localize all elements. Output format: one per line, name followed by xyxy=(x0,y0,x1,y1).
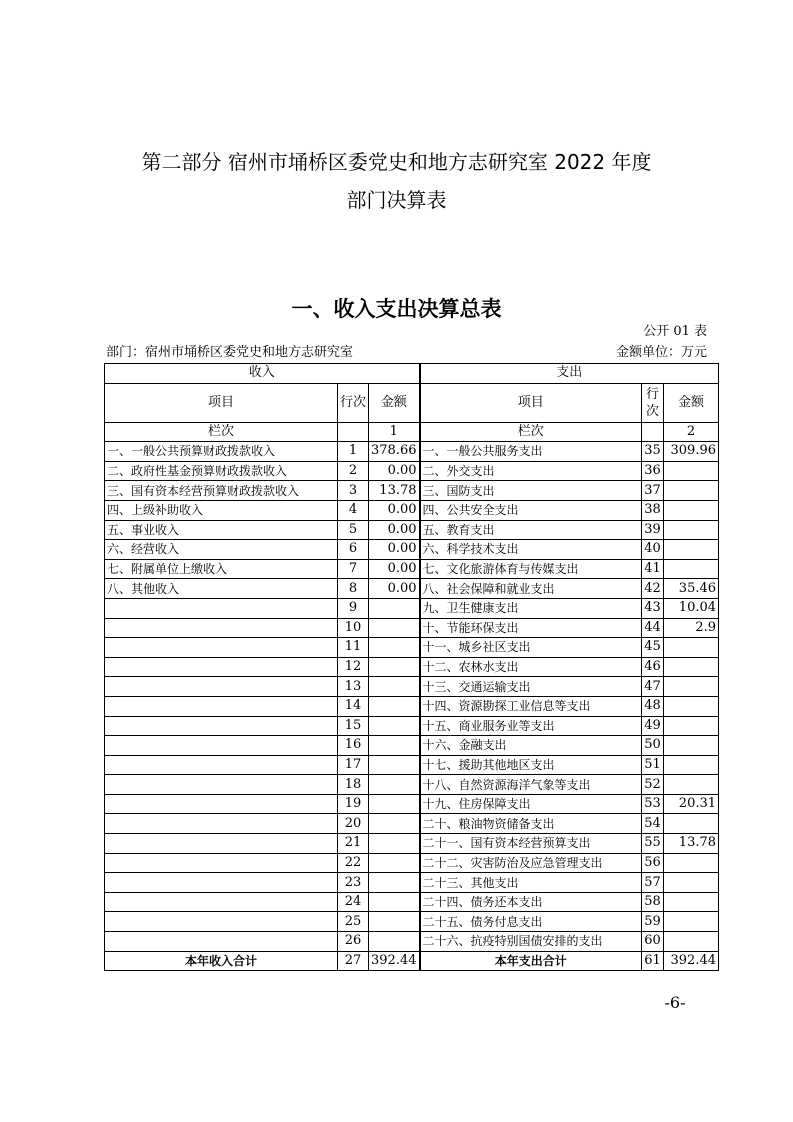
income-line-cell: 4 xyxy=(338,500,369,520)
table-row xyxy=(105,540,719,560)
expense-amount-cell xyxy=(664,461,719,481)
expense-item-cell: 二十、粮油物资储备支出 xyxy=(420,814,642,834)
income-item-header: 项目 xyxy=(105,383,338,422)
document-subtitle: 部门决算表 xyxy=(346,188,447,212)
expense-total-line: 61 xyxy=(642,951,664,971)
expense-item-cell: 五、教育支出 xyxy=(420,520,642,540)
income-amount-cell xyxy=(369,932,420,952)
income-header: 收入 xyxy=(105,364,420,384)
expense-item-cell: 八、社会保障和就业支出 xyxy=(420,579,642,599)
table-row xyxy=(105,932,719,952)
table-body xyxy=(105,442,719,951)
income-item-cell xyxy=(105,814,338,834)
department-label: 部门：宿州市埇桥区委党史和地方志研究室 xyxy=(106,345,354,360)
expense-line-cell: 58 xyxy=(642,892,664,912)
expense-lanci-number: 2 xyxy=(664,422,719,442)
income-line-cell: 13 xyxy=(338,677,369,697)
income-item-cell xyxy=(105,598,338,618)
expense-item-cell: 二、外交支出 xyxy=(420,461,642,481)
income-lanci-number: 1 xyxy=(369,422,420,442)
table-row xyxy=(105,677,719,697)
expense-item-cell: 七、文化旅游体育与传媒支出 xyxy=(420,559,642,579)
table-row xyxy=(105,853,719,873)
income-line-cell: 11 xyxy=(338,638,369,658)
income-line-cell: 8 xyxy=(338,579,369,599)
expense-item-cell: 二十三、其他支出 xyxy=(420,873,642,893)
expense-amount-cell xyxy=(664,638,719,658)
table-row xyxy=(105,794,719,814)
income-amount-header: 金额 xyxy=(369,383,420,422)
expense-amount-cell: 35.46 xyxy=(664,579,719,599)
income-item-cell xyxy=(105,755,338,775)
income-item-cell xyxy=(105,618,338,638)
table-row xyxy=(105,696,719,716)
income-item-cell xyxy=(105,775,338,795)
expense-item-cell: 十一、城乡社区支出 xyxy=(420,638,642,658)
table-row xyxy=(105,834,719,854)
income-item-cell: 八、其他收入 xyxy=(105,579,338,599)
expense-line-cell: 50 xyxy=(642,736,664,756)
income-amount-cell: 13.78 xyxy=(369,481,420,501)
income-line-cell: 12 xyxy=(338,657,369,677)
income-item-cell: 四、上级补助收入 xyxy=(105,500,338,520)
income-item-cell: 三、国有资本经营预算财政拨款收入 xyxy=(105,481,338,501)
expense-amount-cell xyxy=(664,775,719,795)
expense-line-cell: 40 xyxy=(642,540,664,560)
table-row xyxy=(105,755,719,775)
expense-amount-cell xyxy=(664,540,719,560)
expense-amount-cell xyxy=(664,873,719,893)
expense-line-header: 行次 xyxy=(642,383,664,422)
expense-amount-cell: 20.31 xyxy=(664,794,719,814)
expense-line-cell: 44 xyxy=(642,618,664,638)
income-amount-cell: 378.66 xyxy=(369,442,420,462)
income-line-header: 行次 xyxy=(338,383,369,422)
income-amount-cell xyxy=(369,696,420,716)
expense-line-cell: 49 xyxy=(642,716,664,736)
expense-amount-cell: 10.04 xyxy=(664,598,719,618)
expense-line-cell: 47 xyxy=(642,677,664,697)
income-amount-cell xyxy=(369,794,420,814)
income-item-cell: 五、事业收入 xyxy=(105,520,338,540)
table-row xyxy=(105,814,719,834)
expense-item-cell: 十五、商业服务业等支出 xyxy=(420,716,642,736)
expense-item-cell: 十三、交通运输支出 xyxy=(420,677,642,697)
table-row xyxy=(105,442,719,462)
table-row xyxy=(105,520,719,540)
income-line-cell: 17 xyxy=(338,755,369,775)
income-item-cell xyxy=(105,873,338,893)
expense-line-cell: 53 xyxy=(642,794,664,814)
income-amount-cell xyxy=(369,814,420,834)
income-item-cell xyxy=(105,736,338,756)
income-line-cell: 9 xyxy=(338,598,369,618)
income-amount-cell xyxy=(369,716,420,736)
income-amount-cell xyxy=(369,912,420,932)
table-group-header xyxy=(105,364,719,384)
expense-item-cell: 十、节能环保支出 xyxy=(420,618,642,638)
expense-amount-cell xyxy=(664,657,719,677)
expense-item-cell: 一、一般公共服务支出 xyxy=(420,442,642,462)
income-line-cell: 21 xyxy=(338,834,369,854)
income-amount-cell xyxy=(369,657,420,677)
expense-header: 支出 xyxy=(420,364,719,384)
expense-line-cell: 43 xyxy=(642,598,664,618)
income-item-cell xyxy=(105,932,338,952)
income-item-cell xyxy=(105,696,338,716)
income-item-cell xyxy=(105,892,338,912)
expense-amount-cell xyxy=(664,500,719,520)
income-line-cell: 26 xyxy=(338,932,369,952)
table-row xyxy=(105,912,719,932)
expense-line-cell: 60 xyxy=(642,932,664,952)
expense-line-cell: 52 xyxy=(642,775,664,795)
income-amount-cell xyxy=(369,736,420,756)
expense-line-cell: 38 xyxy=(642,500,664,520)
income-amount-cell xyxy=(369,834,420,854)
table-row xyxy=(105,716,719,736)
income-line-cell: 7 xyxy=(338,559,369,579)
expense-amount-header: 金额 xyxy=(664,383,719,422)
expense-amount-cell xyxy=(664,853,719,873)
expense-item-cell: 九、卫生健康支出 xyxy=(420,598,642,618)
expense-line-cell: 59 xyxy=(642,912,664,932)
income-amount-cell: 0.00 xyxy=(369,500,420,520)
table-row xyxy=(105,618,719,638)
income-line-cell: 2 xyxy=(338,461,369,481)
expense-item-cell: 二十六、抗疫特别国债安排的支出 xyxy=(420,932,642,952)
income-item-cell xyxy=(105,853,338,873)
income-line-cell: 14 xyxy=(338,696,369,716)
expense-amount-cell xyxy=(664,696,719,716)
unit-label: 金额单位：万元 xyxy=(615,345,707,360)
income-line-cell: 24 xyxy=(338,892,369,912)
income-total-amount: 392.44 xyxy=(369,951,420,971)
expense-amount-cell xyxy=(664,520,719,540)
income-amount-cell xyxy=(369,775,420,795)
income-amount-cell xyxy=(369,677,420,697)
income-item-cell: 一、一般公共预算财政拨款收入 xyxy=(105,442,338,462)
expense-amount-cell xyxy=(664,677,719,697)
table-column-header xyxy=(105,383,719,422)
expense-total-amount: 392.44 xyxy=(664,951,719,971)
form-number: 公开 01 表 xyxy=(643,324,707,339)
income-amount-cell: 0.00 xyxy=(369,579,420,599)
expense-item-cell: 十八、自然资源海洋气象等支出 xyxy=(420,775,642,795)
income-item-cell xyxy=(105,638,338,658)
table-row xyxy=(105,892,719,912)
expense-amount-cell: 309.96 xyxy=(664,442,719,462)
expense-item-cell: 三、国防支出 xyxy=(420,481,642,501)
table-row xyxy=(105,500,719,520)
income-item-cell: 六、经营收入 xyxy=(105,540,338,560)
income-amount-cell: 0.00 xyxy=(369,461,420,481)
expense-line-cell: 51 xyxy=(642,755,664,775)
expense-amount-cell xyxy=(664,932,719,952)
document-title: 第二部分 宿州市埇桥区委党史和地方志研究室 2022 年度 xyxy=(141,150,652,174)
income-line-cell: 23 xyxy=(338,873,369,893)
expense-line-cell: 57 xyxy=(642,873,664,893)
income-total-label: 本年收入合计 xyxy=(105,951,338,971)
income-amount-cell xyxy=(369,638,420,658)
income-item-cell: 二、政府性基金预算财政拨款收入 xyxy=(105,461,338,481)
expense-total-label: 本年支出合计 xyxy=(420,951,642,971)
table-row xyxy=(105,598,719,618)
section-title: 一、收入支出决算总表 xyxy=(291,297,502,321)
income-line-cell: 3 xyxy=(338,481,369,501)
income-line-cell: 22 xyxy=(338,853,369,873)
table-row xyxy=(105,461,719,481)
expense-item-cell: 二十四、债务还本支出 xyxy=(420,892,642,912)
income-amount-cell: 0.00 xyxy=(369,540,420,560)
expense-line-cell: 46 xyxy=(642,657,664,677)
income-item-cell xyxy=(105,912,338,932)
income-expense-table xyxy=(104,363,719,971)
income-line-cell: 5 xyxy=(338,520,369,540)
income-amount-cell xyxy=(369,755,420,775)
total-row xyxy=(105,951,719,971)
income-line-cell: 25 xyxy=(338,912,369,932)
table-row xyxy=(105,775,719,795)
expense-amount-cell xyxy=(664,892,719,912)
income-total-line: 27 xyxy=(338,951,369,971)
expense-amount-cell xyxy=(664,755,719,775)
expense-amount-cell: 13.78 xyxy=(664,834,719,854)
table-row xyxy=(105,559,719,579)
expense-item-header: 项目 xyxy=(420,383,642,422)
income-amount-cell xyxy=(369,873,420,893)
expense-amount-cell xyxy=(664,481,719,501)
income-line-cell: 19 xyxy=(338,794,369,814)
expense-amount-cell xyxy=(664,559,719,579)
expense-line-cell: 56 xyxy=(642,853,664,873)
expense-amount-cell xyxy=(664,716,719,736)
income-line-cell: 16 xyxy=(338,736,369,756)
income-item-cell xyxy=(105,677,338,697)
income-lanci-label: 栏次 xyxy=(105,422,338,442)
income-item-cell xyxy=(105,834,338,854)
income-amount-cell xyxy=(369,892,420,912)
expense-line-cell: 39 xyxy=(642,520,664,540)
expense-item-cell: 六、科学技术支出 xyxy=(420,540,642,560)
expense-amount-cell: 2.9 xyxy=(664,618,719,638)
income-amount-cell xyxy=(369,598,420,618)
expense-line-cell: 54 xyxy=(642,814,664,834)
expense-line-cell: 48 xyxy=(642,696,664,716)
table-row xyxy=(105,481,719,501)
table-row xyxy=(105,873,719,893)
income-amount-cell xyxy=(369,618,420,638)
income-item-cell xyxy=(105,716,338,736)
income-lanci-line xyxy=(338,422,369,442)
income-line-cell: 15 xyxy=(338,716,369,736)
income-amount-cell xyxy=(369,853,420,873)
expense-line-cell: 41 xyxy=(642,559,664,579)
table-row xyxy=(105,657,719,677)
expense-lanci-line xyxy=(642,422,664,442)
expense-item-cell: 十六、金融支出 xyxy=(420,736,642,756)
expense-item-cell: 二十一、国有资本经营预算支出 xyxy=(420,834,642,854)
income-line-cell: 18 xyxy=(338,775,369,795)
expense-line-cell: 37 xyxy=(642,481,664,501)
expense-item-cell: 十四、资源勘探工业信息等支出 xyxy=(420,696,642,716)
expense-line-cell: 36 xyxy=(642,461,664,481)
expense-item-cell: 十九、住房保障支出 xyxy=(420,794,642,814)
income-line-cell: 1 xyxy=(338,442,369,462)
expense-amount-cell xyxy=(664,912,719,932)
income-line-cell: 10 xyxy=(338,618,369,638)
expense-amount-cell xyxy=(664,814,719,834)
table-row xyxy=(105,579,719,599)
table-row xyxy=(105,736,719,756)
income-line-cell: 20 xyxy=(338,814,369,834)
expense-item-cell: 二十五、债务付息支出 xyxy=(420,912,642,932)
expense-line-cell: 55 xyxy=(642,834,664,854)
income-item-cell xyxy=(105,794,338,814)
expense-line-cell: 42 xyxy=(642,579,664,599)
expense-amount-cell xyxy=(664,736,719,756)
page-number: -6- xyxy=(664,993,686,1012)
income-amount-cell: 0.00 xyxy=(369,559,420,579)
income-item-cell xyxy=(105,657,338,677)
lanci-row xyxy=(105,422,719,442)
expense-line-cell: 45 xyxy=(642,638,664,658)
table-row xyxy=(105,638,719,658)
expense-item-cell: 二十二、灾害防治及应急管理支出 xyxy=(420,853,642,873)
expense-item-cell: 十七、援助其他地区支出 xyxy=(420,755,642,775)
income-amount-cell: 0.00 xyxy=(369,520,420,540)
income-line-cell: 6 xyxy=(338,540,369,560)
expense-line-cell: 35 xyxy=(642,442,664,462)
income-item-cell: 七、附属单位上缴收入 xyxy=(105,559,338,579)
expense-item-cell: 十二、农林水支出 xyxy=(420,657,642,677)
expense-item-cell: 四、公共安全支出 xyxy=(420,500,642,520)
expense-lanci-label: 栏次 xyxy=(420,422,642,442)
